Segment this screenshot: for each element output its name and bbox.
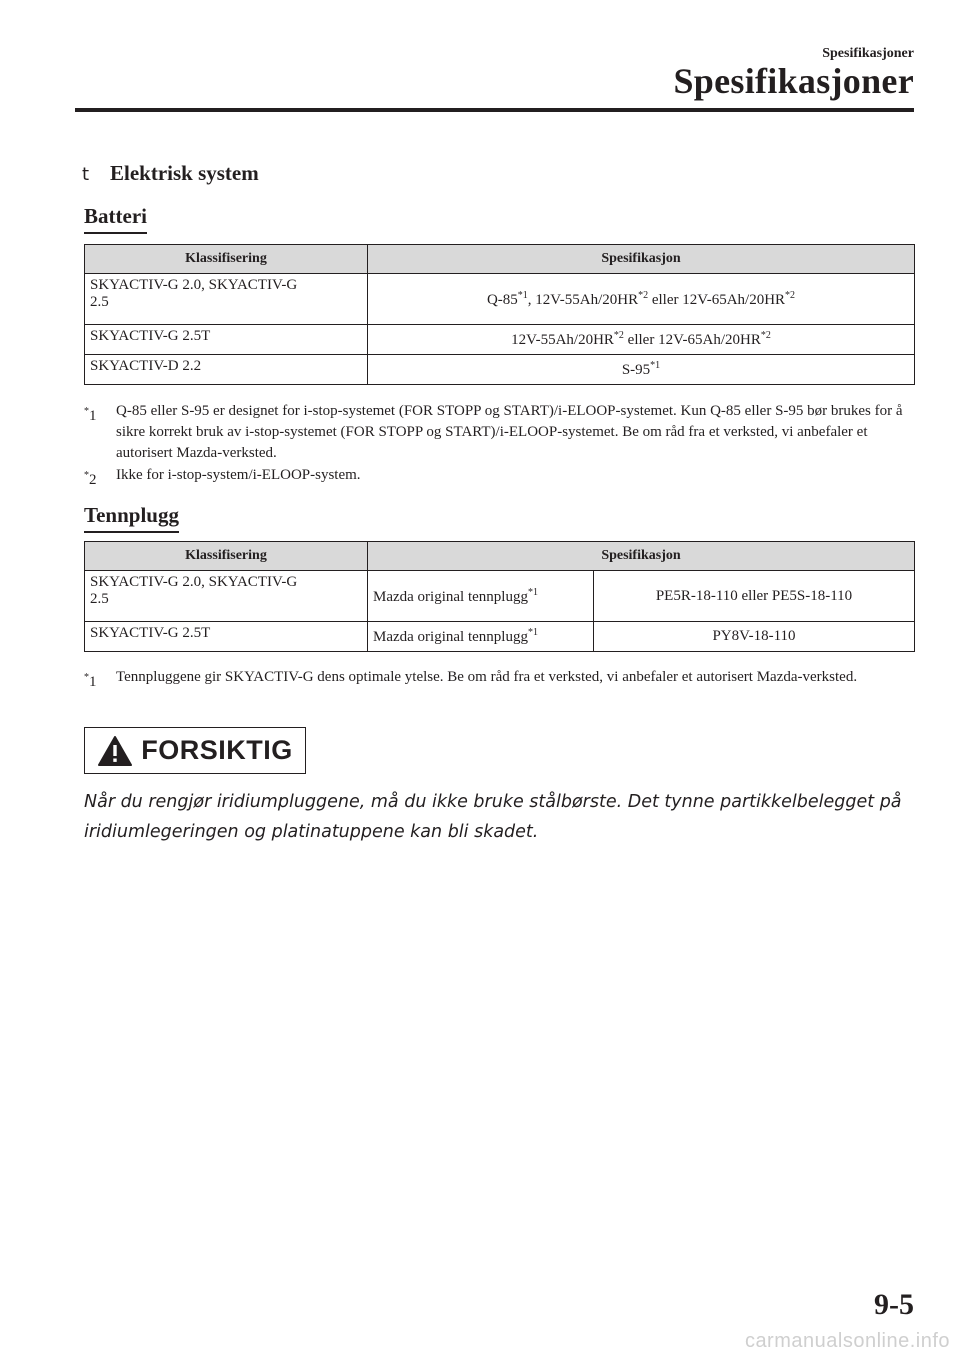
part-number-cell: PY8V-18-110 (594, 622, 915, 652)
specification-cell: 12V-55Ah/20HR$^{*2}$ eller 12V-65Ah/20HR$^{*2}$ (368, 325, 915, 355)
specification-cell: Q-85$^{*1}$, 12V-55Ah/20HR$^{*2}$ eller 12V-65Ah/20HR$^{*2}$ (368, 274, 915, 325)
specification-cell: S-95$^{*1}$ (368, 355, 915, 385)
footnote (84, 401, 914, 464)
section-bullet-icon: t (82, 164, 90, 185)
watermark: carmanualsonline.info (744, 1330, 950, 1352)
battery-heading: Batteri (84, 204, 147, 234)
column-header-classification: Klassifisering (85, 245, 368, 274)
classification-cell: SKYACTIV-G 2.0, SKYACTIV-G 2.5 (85, 274, 368, 325)
warning-triangle-icon (97, 735, 133, 767)
footnote-text: Tennpluggene gir SKYACTIV-G dens optimale ytelse. Be om råd fra et verksted, vi anbefaler et autorisert Mazda-verksted. (116, 669, 858, 685)
footnote-mark: *2 (84, 470, 97, 488)
table-header-row (85, 245, 915, 274)
footnote (84, 667, 914, 693)
caution-box (84, 727, 306, 774)
column-header-specification: Spesifikasjon (368, 245, 915, 274)
column-header-classification: Klassifisering (85, 542, 368, 571)
classification-cell: SKYACTIV-D 2.2 (85, 355, 368, 385)
footnote-mark: *1 (84, 672, 97, 690)
classification-cell: SKYACTIV-G 2.5T (85, 325, 368, 355)
plug-type-cell: Mazda original tennplugg$^{*1}$ (368, 622, 594, 652)
footnote-mark: *1 (84, 406, 97, 424)
chapter-title: Spesifikasjoner (673, 61, 914, 101)
part-number-cell: PE5R-18-110 eller PE5S-18-110 (594, 571, 915, 622)
spark-plug-table (84, 541, 915, 652)
table-row (85, 622, 915, 652)
spark-plug-footnotes (84, 667, 914, 693)
footnote-text: Ikke for i-stop-system/i-ELOOP-system. (116, 467, 361, 483)
table-header-row (85, 542, 915, 571)
caution-text: Når du rengjør iridiumpluggene, må du ikke bruke stålbørste. Det tynne partikkelbelegget på iridiumlegeringen og platinatuppene kan bli skadet. (84, 792, 902, 842)
column-header-specification: Spesifikasjon (368, 542, 915, 571)
page-number: 9-5 (874, 1288, 914, 1321)
battery-footnotes (84, 401, 914, 491)
table-row (85, 355, 915, 385)
running-header: Spesifikasjoner (822, 46, 914, 61)
footnote (84, 465, 914, 491)
table-row (85, 571, 915, 622)
spark-plug-heading: Tennplugg (84, 503, 179, 533)
caution-label: FORSIKTIG (141, 735, 293, 765)
classification-cell: SKYACTIV-G 2.0, SKYACTIV-G 2.5 (85, 571, 368, 622)
plug-type-cell: Mazda original tennplugg$^{*1}$ (368, 571, 594, 622)
section-title (82, 161, 259, 186)
footnote-text: Q-85 eller S-95 er designet for i-stop-systemet (FOR STOPP og START)/i-ELOOP-systemet. Kun Q-85 eller S-95 bør brukes for å sikre korrekt bruk av i-stop-systemet (FOR STOPP og START)/i-ELOOP-systemet. Be om råd fra et verksted, vi anbefaler et autorisert Mazda-verksted. (116, 403, 903, 461)
table-row (85, 325, 915, 355)
header-rule (75, 108, 914, 112)
section-title-text: Elektrisk system (110, 161, 259, 185)
table-row (85, 274, 915, 325)
classification-cell: SKYACTIV-G 2.5T (85, 622, 368, 652)
battery-table (84, 244, 915, 385)
